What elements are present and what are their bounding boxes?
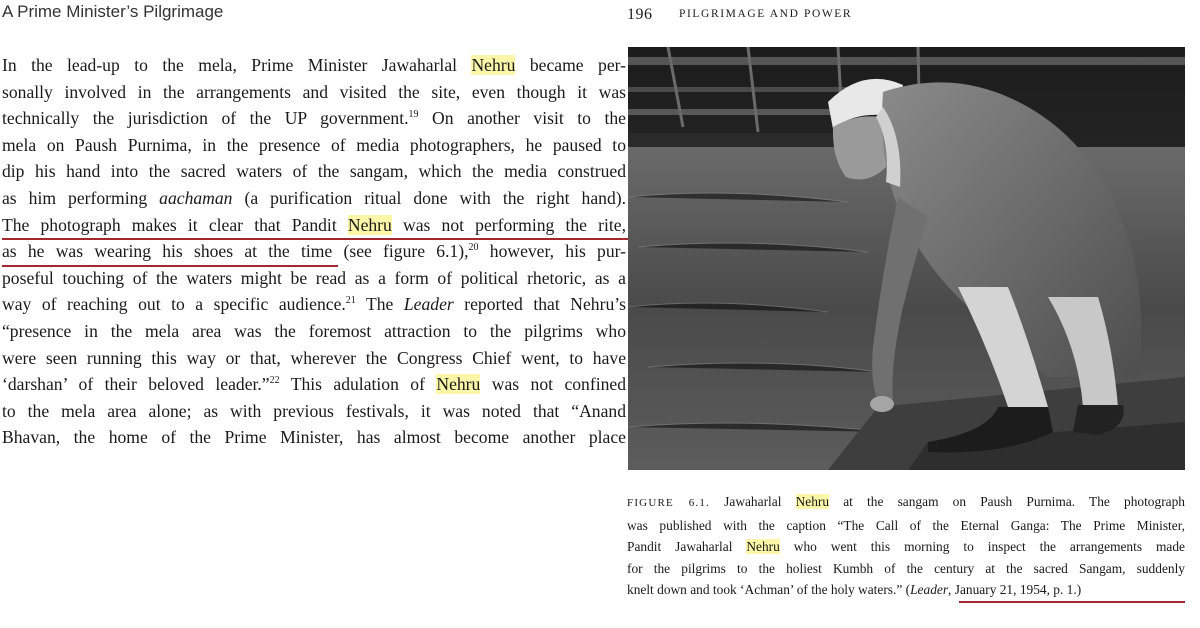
caption-line: for the pilgrims to the holiest Kumbh of the century at the sacred Sangam, suddenly <box>627 560 1185 576</box>
page-title: A Prime Minister’s Pilgrimage <box>2 2 224 21</box>
body-line: “presence in the mela area was the foremost attraction to the pilgrims who <box>2 320 626 341</box>
caption-line: FIGURE 6.1. Jawaharlal Nehru at the sangam on Paush Purnima. The photograph <box>627 494 1185 509</box>
running-head: PILGRIMAGE AND POWER <box>679 8 853 20</box>
page-number: 196 <box>627 6 653 23</box>
body-line: poseful touching of the waters might be read as a form of political rhetoric, as a <box>2 267 626 288</box>
body-line: mela on Paush Purnima, in the presence of media photographers, he paused to <box>2 134 626 155</box>
body-line: were seen running this way or that, wherever the Congress Chief went, to have <box>2 347 626 368</box>
footnote-ref: 22 <box>269 375 280 387</box>
italic-term: aachaman <box>159 187 233 208</box>
body-line: to the mela area alone; as with previous festivals, it was noted that “Anand <box>2 400 626 421</box>
footnote-ref: 19 <box>408 109 419 121</box>
body-line: In the lead-up to the mela, Prime Minister Jawaharlal Nehru became per- <box>2 55 626 75</box>
caption-line: was published with the caption “The Call of the Eternal Ganga: The Prime Minister, <box>627 517 1185 533</box>
highlighted-word: Nehru <box>347 214 392 235</box>
highlighted-word: Nehru <box>436 374 481 395</box>
highlighted-word: Nehru <box>471 55 516 75</box>
body-text <box>2 52 626 451</box>
red-underline <box>2 265 338 267</box>
body-line: technically the jurisdiction of the UP government.$^{19}$ On another visit to the <box>2 108 626 129</box>
body-line: as him performing aachaman (a purification ritual done with the right hand). <box>2 187 626 208</box>
figure-caption <box>627 491 1185 601</box>
footnote-ref: 21 <box>345 295 356 307</box>
footnote-ref: 20 <box>468 242 479 254</box>
body-line: dip his hand into the sacred waters of the sangam, which the media construed <box>2 161 626 182</box>
body-line: way of reaching out to a specific audience.$^{21}$ The Leader reported that Nehru’s <box>2 294 626 315</box>
figure-photograph <box>628 47 1185 470</box>
figure-label: FIGURE 6.1. <box>627 497 710 509</box>
italic-term: Leader <box>403 294 454 315</box>
caption-line: knelt down and took ‘Achman’ of the holy waters.” (Leader, January 21, 1954, p. 1.) <box>627 579 1185 601</box>
body-line: Bhavan, the home of the Prime Minister, has almost become another place <box>2 427 626 448</box>
highlighted-word: Nehru <box>795 494 830 509</box>
body-line: ‘darshan’ of their beloved leader.”$^{22}$ This adulation of Nehru was not confined <box>2 374 626 395</box>
caption-line: Pandit Jawaharlal Nehru who went this morning to inspect the arrangements made <box>627 539 1185 555</box>
body-line-partially-underlined: as he was wearing his shoes at the time (see figure 6.1),$^{20}$ however, his pur- <box>2 238 626 265</box>
body-line-underlined: The photograph makes it clear that Pandit Nehru was not performing the rite, <box>2 212 626 239</box>
highlighted-word: Nehru <box>746 539 780 555</box>
italic-term: Leader <box>910 582 949 598</box>
red-underline <box>959 601 1185 603</box>
nehru-at-sangam-photo <box>628 47 1185 470</box>
body-line: sonally involved in the arrangements and visited the site, even though it was <box>2 81 626 102</box>
